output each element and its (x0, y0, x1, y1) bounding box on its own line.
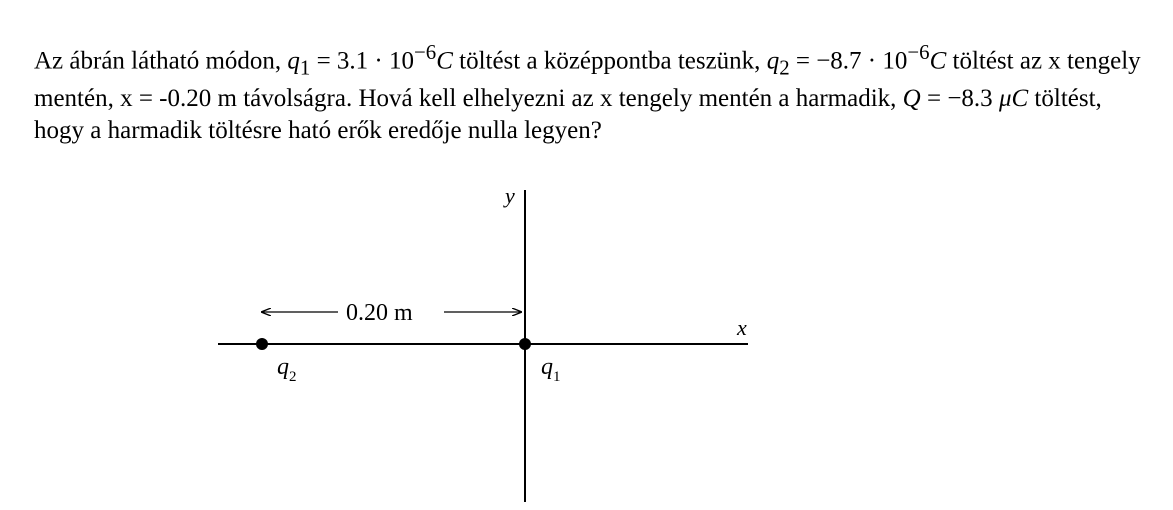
charge-q1-dot (519, 338, 531, 350)
charge-q2-label (277, 354, 297, 385)
q2-subscript: 2 (779, 55, 790, 80)
q1-equals-value: = 3.1 · 10 (310, 47, 415, 75)
q1-subscript: 1 (299, 55, 311, 80)
q2-equals-value: = −8.7 · 10 (789, 47, 908, 75)
q1-unit: C (436, 47, 453, 75)
q1-symbol: q (287, 47, 300, 75)
problem-part4: töltést, hogy a harmadik töltésre ható erők eredője nulla legyen? (34, 85, 1102, 145)
problem-part3: töltést az x tengely mentén, x = -0.20 m távolságra. Hová kell elhelyezni az x tengely mentén a harmadik, (34, 47, 1141, 113)
y-axis-label: y (505, 183, 515, 208)
problem-part2: töltést a középpontba teszünk, (452, 47, 767, 75)
q2-exponent: −6 (907, 40, 930, 64)
q2-symbol: q (766, 47, 780, 75)
Q-symbol: Q (902, 85, 921, 113)
problem-part1: Az ábrán látható módon, (34, 47, 288, 75)
charge-q1-label (541, 354, 561, 385)
q2-unit: C (929, 47, 947, 75)
charge-q2-symbol: q (277, 354, 289, 380)
Q-equals-value: = −8.3 (920, 85, 999, 113)
charge-q1-subscript: 1 (553, 369, 561, 385)
charge-q1-symbol: q (541, 354, 553, 380)
q1-exponent: −6 (414, 40, 437, 64)
distance-label: 0.20 m (346, 300, 413, 326)
charge-q2-subscript: 2 (289, 369, 297, 385)
x-axis-label: x (737, 315, 747, 340)
charge-q2-dot (256, 338, 268, 350)
Q-unit: μC (998, 85, 1029, 113)
